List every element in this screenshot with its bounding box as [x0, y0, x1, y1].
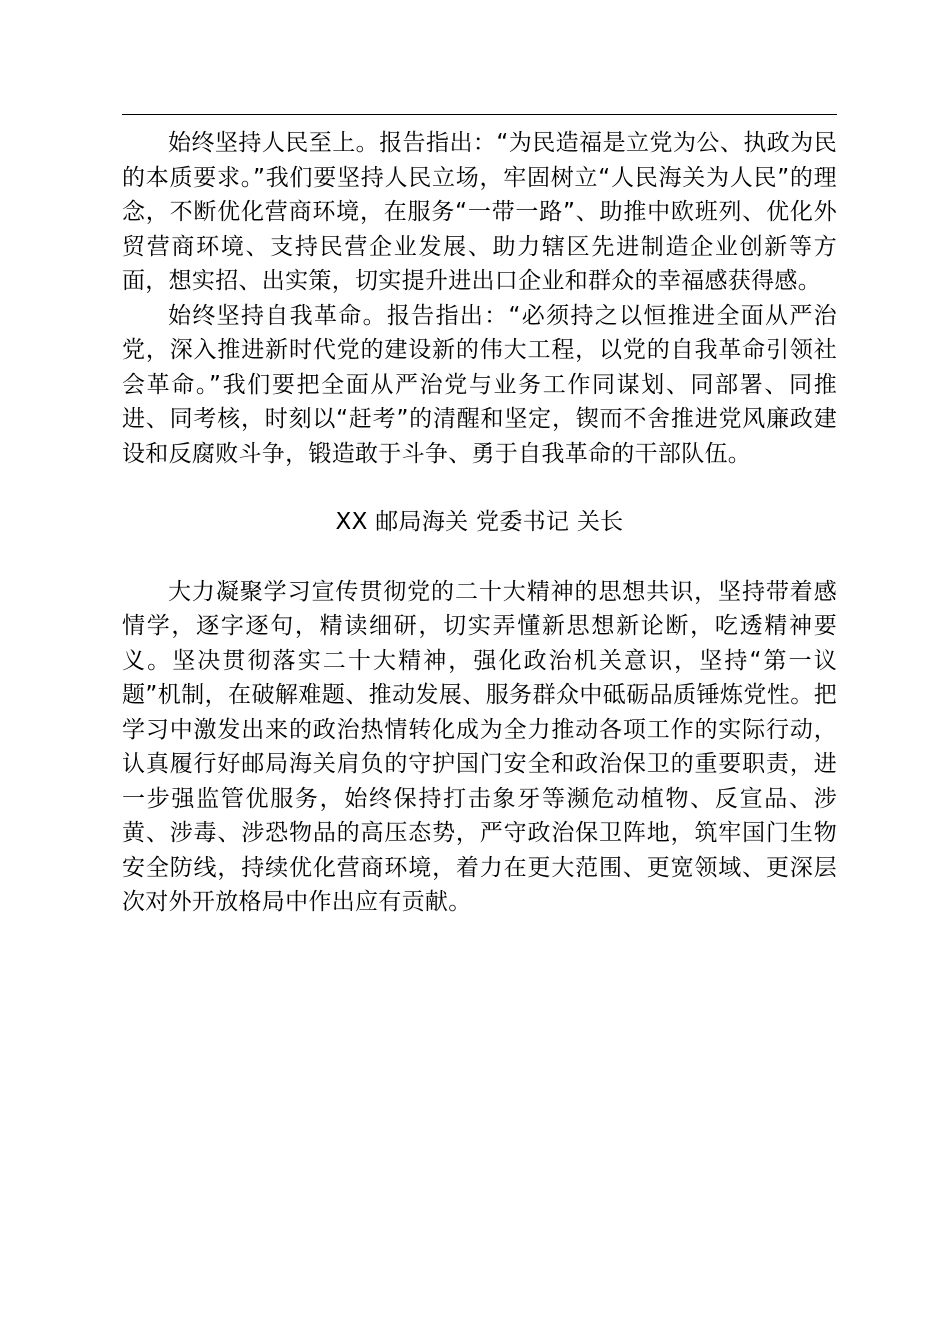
header-rule [122, 114, 837, 115]
paragraph-people-first: 始终坚持人民至上。报告指出：“为民造福是立党为公、执政为民的本质要求。”我们要坚持人民立场，牢固树立“人民海关为人民”的理念，不断优化营商环境，在服务“一带一路”、助推中欧班列、优化外贸营商环境、支持民营企业发展、助力辖区先进制造企业创新等方面，想实招、出实策，切实提升进出口企业和群众的幸福感获得感。 [122, 130, 837, 294]
author-signature: XX 邮局海关 党委书记 关长 [335, 509, 624, 535]
paragraph-self-revolution: 始终坚持自我革命。报告指出：“必须持之以恒推进全面从严治党，深入推进新时代党的建设新的伟大工程，以党的自我革命引领社会革命。”我们要把全面从严治党与业务工作同谋划、同部署、同推进、同考核，时刻以“赶考”的清醒和坚定，锲而不舍推进党风廉政建设和反腐败斗争，锻造敢于斗争、勇于自我革命的干部队伍。 [122, 302, 837, 467]
paragraph-study-spirit: 大力凝聚学习宣传贯彻党的二十大精神的思想共识，坚持带着感情学，逐字逐句，精读细研，切实弄懂新思想新论断，吃透精神要义。坚决贯彻落实二十大精神，强化政治机关意识，坚持“第一议题”机制，在破解难题、推动发展、服务群众中砥砺品质锤炼党性。把学习中激发出来的政治热情转化成为全力推动各项工作的实际行动，认真履行好邮局海关肩负的守护国门安全和政治保卫的重要职责，进一步强监管优服务，始终保持打击象牙等濒危动植物、反宣品、涉黄、涉毒、涉恐物品的高压态势，严守政治保卫阵地，筑牢国门生物安全防线，持续优化营商环境，着力在更大范围、更宽领域、更深层次对外开放格局中作出应有贡献。 [122, 578, 837, 915]
document-body [122, 126, 837, 920]
